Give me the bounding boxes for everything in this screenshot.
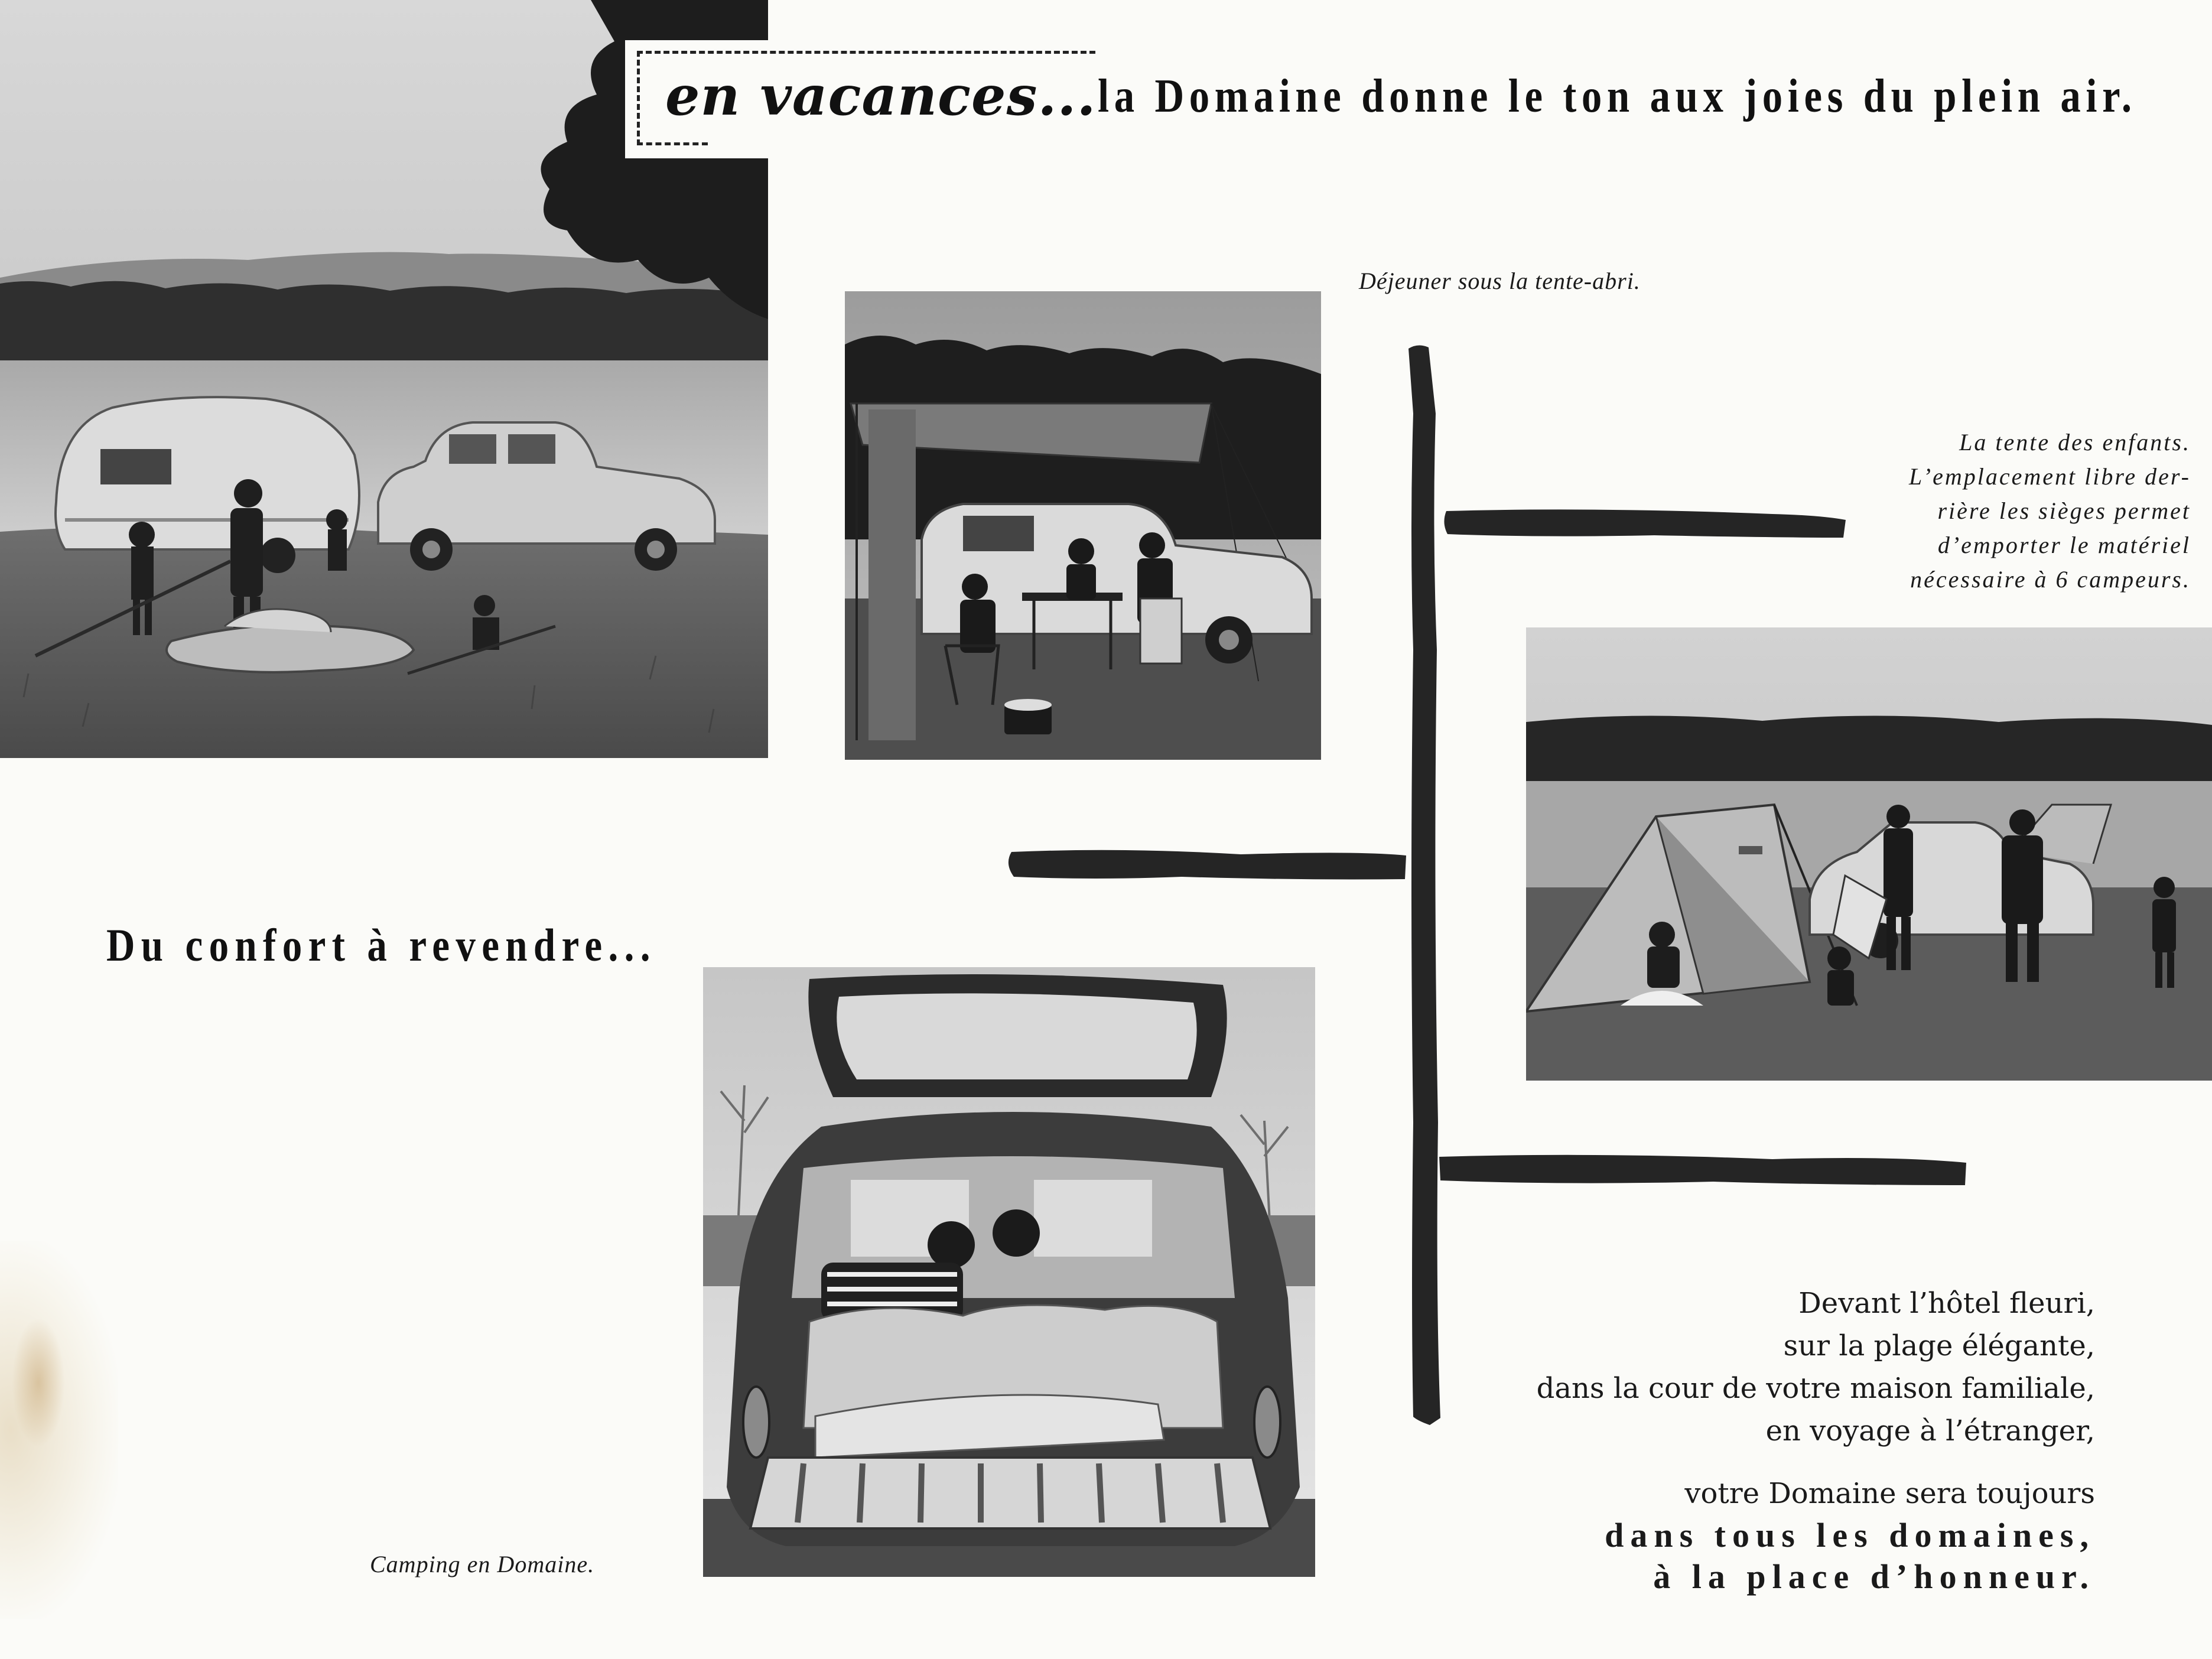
brush-vertical <box>1408 345 1440 1425</box>
brush-middle <box>1009 850 1406 880</box>
body-line: Devant l’hôtel fleuri, <box>1798 1287 2095 1320</box>
brush-top <box>1444 509 1846 538</box>
paper-stain <box>0 1241 118 1619</box>
photo-tent-shelter-scene <box>845 291 1321 760</box>
body-line-spaced: dans tous les domaines, <box>1605 1516 2095 1554</box>
body-poem <box>1537 1282 2095 1598</box>
stanza-gap <box>1537 1452 2095 1472</box>
brush-bottom <box>1439 1155 1966 1185</box>
caption-children-tent <box>1909 425 2191 597</box>
photo-camping-in-car-scene <box>703 967 1315 1577</box>
title-rest: la Domaine donne le ton aux joies du plein air. <box>1098 70 2137 122</box>
caption-dejeuner: Déjeuner sous la tente-abri. <box>1359 268 1641 294</box>
paper-stain-dark <box>12 1318 65 1447</box>
title-emphasis: en vacances... <box>665 64 1097 128</box>
caption-line: La tente des enfants. <box>1959 429 2191 456</box>
caption-line: d’emporter le matériel <box>1937 532 2191 558</box>
photo-children-tent <box>1526 627 2212 1081</box>
body-line: sur la plage élégante, <box>1783 1329 2095 1362</box>
caption-camping: Camping en Domaine. <box>370 1551 595 1577</box>
body-line: en voyage à l’étranger, <box>1765 1414 2095 1447</box>
body-line: dans la cour de votre maison familiale, <box>1536 1372 2095 1405</box>
photo-tent-shelter <box>845 291 1321 760</box>
caption-line: nécessaire à 6 campeurs. <box>1910 566 2191 593</box>
title-box <box>625 40 1097 158</box>
subheading: Du confort à revendre... <box>106 919 656 971</box>
body-line-spaced: à la place d’honneur. <box>1653 1557 2095 1596</box>
photo-camping-in-car <box>703 967 1315 1577</box>
body-line: votre Domaine sera toujours <box>1684 1477 2095 1510</box>
photo-children-tent-scene <box>1526 627 2212 1081</box>
caption-line: L’emplacement libre der- <box>1909 463 2191 490</box>
title-dash-bottom <box>637 142 708 145</box>
caption-line: rière les sièges permet <box>1937 497 2191 524</box>
